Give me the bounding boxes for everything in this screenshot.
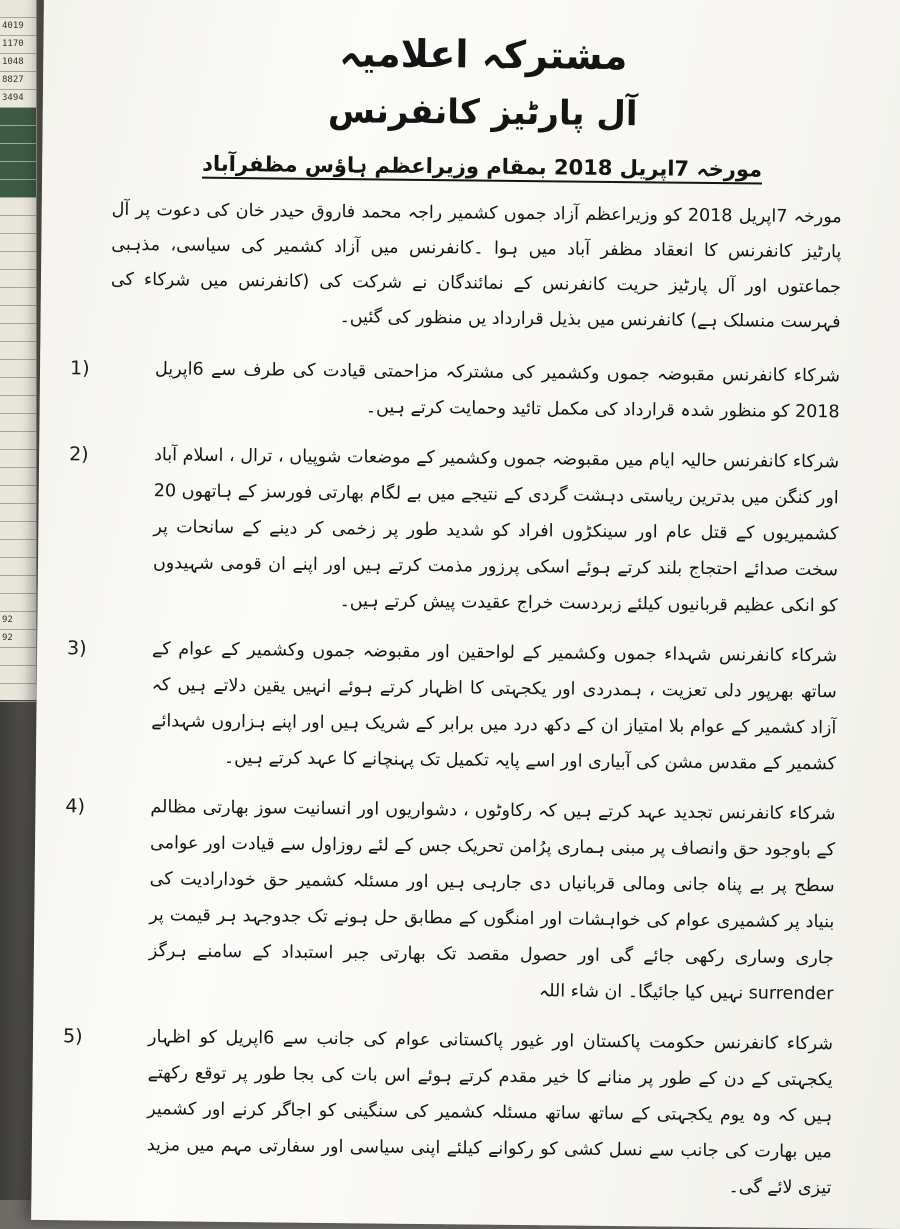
spreadsheet-cell: 4019 <box>0 18 36 36</box>
spreadsheet-cell <box>0 486 36 504</box>
spreadsheet-cell <box>0 342 36 360</box>
document-subtitle: آل پارٹیز کانفرنس <box>327 90 638 135</box>
spreadsheet-cell <box>0 0 36 18</box>
date-location-text: مورخہ 7اپریل 2018 بمقام وزیراعظم ہاؤس مظفرآباد <box>202 151 763 182</box>
spreadsheet-cell <box>0 558 36 576</box>
spreadsheet-cell <box>0 666 36 684</box>
spreadsheet-cell <box>0 540 36 558</box>
spreadsheet-cell <box>0 450 36 468</box>
resolution-number: 2) <box>69 443 89 466</box>
spreadsheet-cell <box>0 468 36 486</box>
document-body <box>62 21 863 1221</box>
spreadsheet-cell: 8827 <box>0 72 36 90</box>
spreadsheet-cell <box>0 396 36 414</box>
spreadsheet-cell <box>0 414 36 432</box>
spreadsheet-cell <box>0 522 36 540</box>
spreadsheet-cell <box>0 684 36 702</box>
spreadsheet-cell <box>0 324 36 342</box>
resolution-text: شرکاء کانفرنس حالیہ ایام میں مقبوضہ جموں وکشمیر کے موضعات شوپیاں ، ترال ، اسلام آباد اور کنگن میں بدترین ریاستی دہشت گردی کے نتیجے میں بے لگام بھارتی فورسز کے ہاتھوں 20 کشمیریوں کے قتل عام اور سینکڑوں افراد کو شدید طور پر زخمی کر دینے کے سانحات پر سخت صدائے احتجاج بلند کرتے ہوئے اسکی پرزور مذمت کرتے ہیں اور اپنے ان قومی شہیدوں کو انکی عظیم قربانیوں کیلئے زبردست خراج عقیدت پیش کرتے ہیں۔ <box>152 445 840 617</box>
spreadsheet-cell <box>0 180 36 198</box>
resolution-number: 5) <box>62 1025 83 1048</box>
resolution-text: شرکاء کانفرنس شہداء جموں وکشمیر کے لواحقین اور مقبوضہ جموں وکشمیر کے عوام کے ساتھ بھرپور دلی تعزیت ، ہمدردی اور یکجہتی کا اظہار کرتے ہوئے انہیں یقین دلاتے ہیں کہ آزاد کشمیر کے عوام بلا امتیاز ان کے دکھ درد میں برابر کے شریک ہیں اور اپنے ہزاروں شہدائے کشمیر کے مقدس مشن کی آبیاری اور اسے پایہ تکمیل تک پہنچانے کا عہد کرتے ہیں۔ <box>151 639 838 775</box>
spreadsheet-cell <box>0 306 36 324</box>
spreadsheet-cell <box>0 216 36 234</box>
document-page <box>31 0 900 1229</box>
spreadsheet-cell: 1048 <box>0 54 36 72</box>
spreadsheet-cell <box>0 198 36 216</box>
spreadsheet-cell <box>0 576 36 594</box>
spreadsheet-cell <box>0 648 36 666</box>
resolution-item <box>69 351 860 431</box>
spreadsheet-cell <box>0 288 36 306</box>
intro-paragraph: مورخہ 7اپریل 2018 کو وزیراعظم آزاد جموں کشمیر راجہ محمد فاروق حیدر خان کی دعوت پر آل پارٹیز کانفرنس کا انعقاد مظفر آباد میں ہوا ۔کانفرنس میں آزاد کشمیر کی سیاسی، مذہبی جماعتوں اور آل پارٹیز حریت کانفرنس کے نمائندگان نے شرکت کی (کانفرنس میں شرکاء کی فہرست منسلک ہے) کانفرنس میں بذیل قرارداد یں منظور کی گئیں۔ <box>110 199 842 333</box>
spreadsheet-cell <box>0 360 36 378</box>
spreadsheet-cell <box>0 108 36 126</box>
document-title: مشترکہ اعلامیہ <box>339 31 628 79</box>
spreadsheet-cell: 3494 <box>0 90 36 108</box>
spreadsheet-cell <box>0 504 36 522</box>
spreadsheet-cell: 1170 <box>0 36 36 54</box>
spreadsheet-cell <box>0 252 36 270</box>
spreadsheet-cell <box>0 594 36 612</box>
background-spreadsheet <box>0 0 37 700</box>
spreadsheet-cell <box>0 432 36 450</box>
spreadsheet-cell <box>0 144 36 162</box>
resolution-item <box>66 631 857 783</box>
resolution-text: شرکاء کانفرنس تجدید عہد کرتے ہیں کہ رکاوٹوں ، دشواریوں اور انسانیت سوز بھارتی مظالم کے باوجود حق وانصاف پر مبنی ہماری پرُامن تحریک جس کے لئے روزاول سے قیادت اور عوامی سطح پر بے پناہ جانی ومالی قربانیاں دی جارہی ہیں اور مسئلہ کشمیر حق خودارادیت کی بنیاد پر کشمیری عوام کی خواہشات اور امنگوں کے مطابق حل ہونے تک جدوجہد ہر قیمت پر جاری وساری رکھی جائے گی اور حصول مقصد تک بھارتی جبر استبداد کے سامنے ہرگز surrender نہیں کیا جائیگا۔ ان شاء اللہ <box>148 797 836 1005</box>
spreadsheet-cell <box>0 126 36 144</box>
spreadsheet-cell: 92 <box>0 630 36 648</box>
spreadsheet-cell <box>0 270 36 288</box>
resolution-number: 1) <box>69 357 90 380</box>
date-location-line <box>102 151 862 183</box>
resolution-number: 4) <box>65 795 86 818</box>
resolution-number: 3) <box>66 637 87 660</box>
resolution-text: شرکاء کانفرنس مقبوضہ جموں وکشمیر کی مشترکہ مزاحمتی قیادت کی طرف سے 6اپریل 2018 کو منظور شدہ قرارداد کی مکمل تائید وحمایت کرتے ہیں۔ <box>154 359 841 423</box>
spreadsheet-cell <box>0 162 36 180</box>
spreadsheet-cell <box>0 378 36 396</box>
resolution-item <box>65 789 855 1013</box>
resolution-item <box>62 1019 853 1207</box>
spreadsheet-cell: 92 <box>0 612 36 630</box>
resolution-text: شرکاء کانفرنس حکومت پاکستان اور غیور پاکستانی عوام کی جانب سے 6اپریل کو اظہار یکجہتی کے دن کے طور پر منانے کا خیر مقدم کرتے ہوئے اس بات کی بجا طور پر توقع رکھتے ہیں کہ وہ یوم یکجہتی کے ساتھ ساتھ مسئلہ کشمیر کی سنگینی کو اجاگر کرنے اور کشمیر میں بھارت کی جانب سے نسل کشی کو رکوانے کیلئے اپنی سیاسی اور سفارتی مہم میں مزید تیزی لائے گی۔ <box>146 1027 834 1199</box>
spreadsheet-cell <box>0 234 36 252</box>
resolution-item <box>69 437 859 625</box>
